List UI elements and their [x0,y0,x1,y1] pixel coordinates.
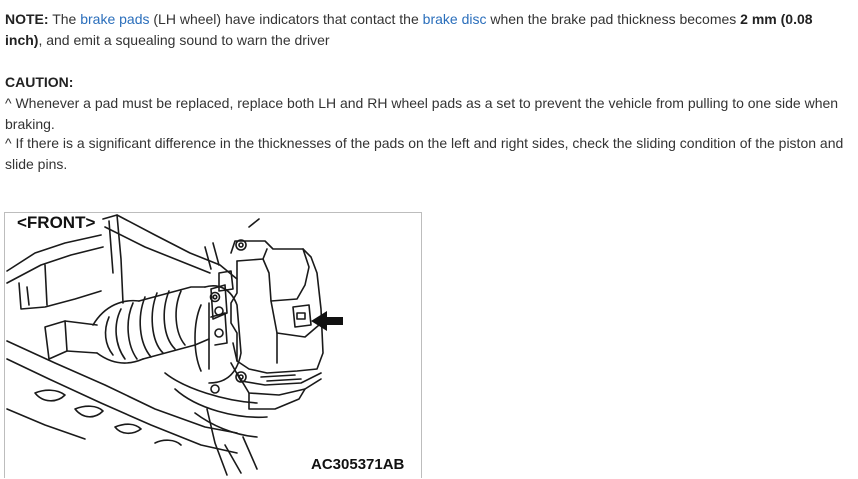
caution-heading-label: CAUTION: [5,74,74,90]
brake-disc-link[interactable]: brake disc [422,11,487,27]
note-label: NOTE: [5,11,49,27]
note-text-3: when the brake pad thickness becomes [486,11,741,27]
note-text-4: , and emit a squealing sound to warn the driver [38,32,330,48]
note-text-1: The [48,11,81,27]
note-text-2: (LH wheel) have indicators that contact the [149,11,423,27]
pad-thickness-value: 2 mm (0.08 inch) [5,11,813,48]
note-paragraph [5,9,850,51]
brake-pads-link[interactable]: brake pads [80,11,150,27]
brake-caliper-figure [4,212,422,478]
figure-code: AC305371AB [311,456,405,473]
caution-item-replace-pads: ^ Whenever a pad must be replaced, replace both LH and RH wheel pads as a set to prevent the vehicle from pulling to one side when braking. [5,95,839,132]
brake-caliper-illustration-icon [5,213,423,479]
front-direction-label: <FRONT> [17,213,96,232]
caution-heading [5,72,850,93]
caution-item-thickness-difference: ^ If there is a significant difference in the thicknesses of the pads on the left and right sides, check the sliding condition of the piston and slide pins. [5,135,844,172]
